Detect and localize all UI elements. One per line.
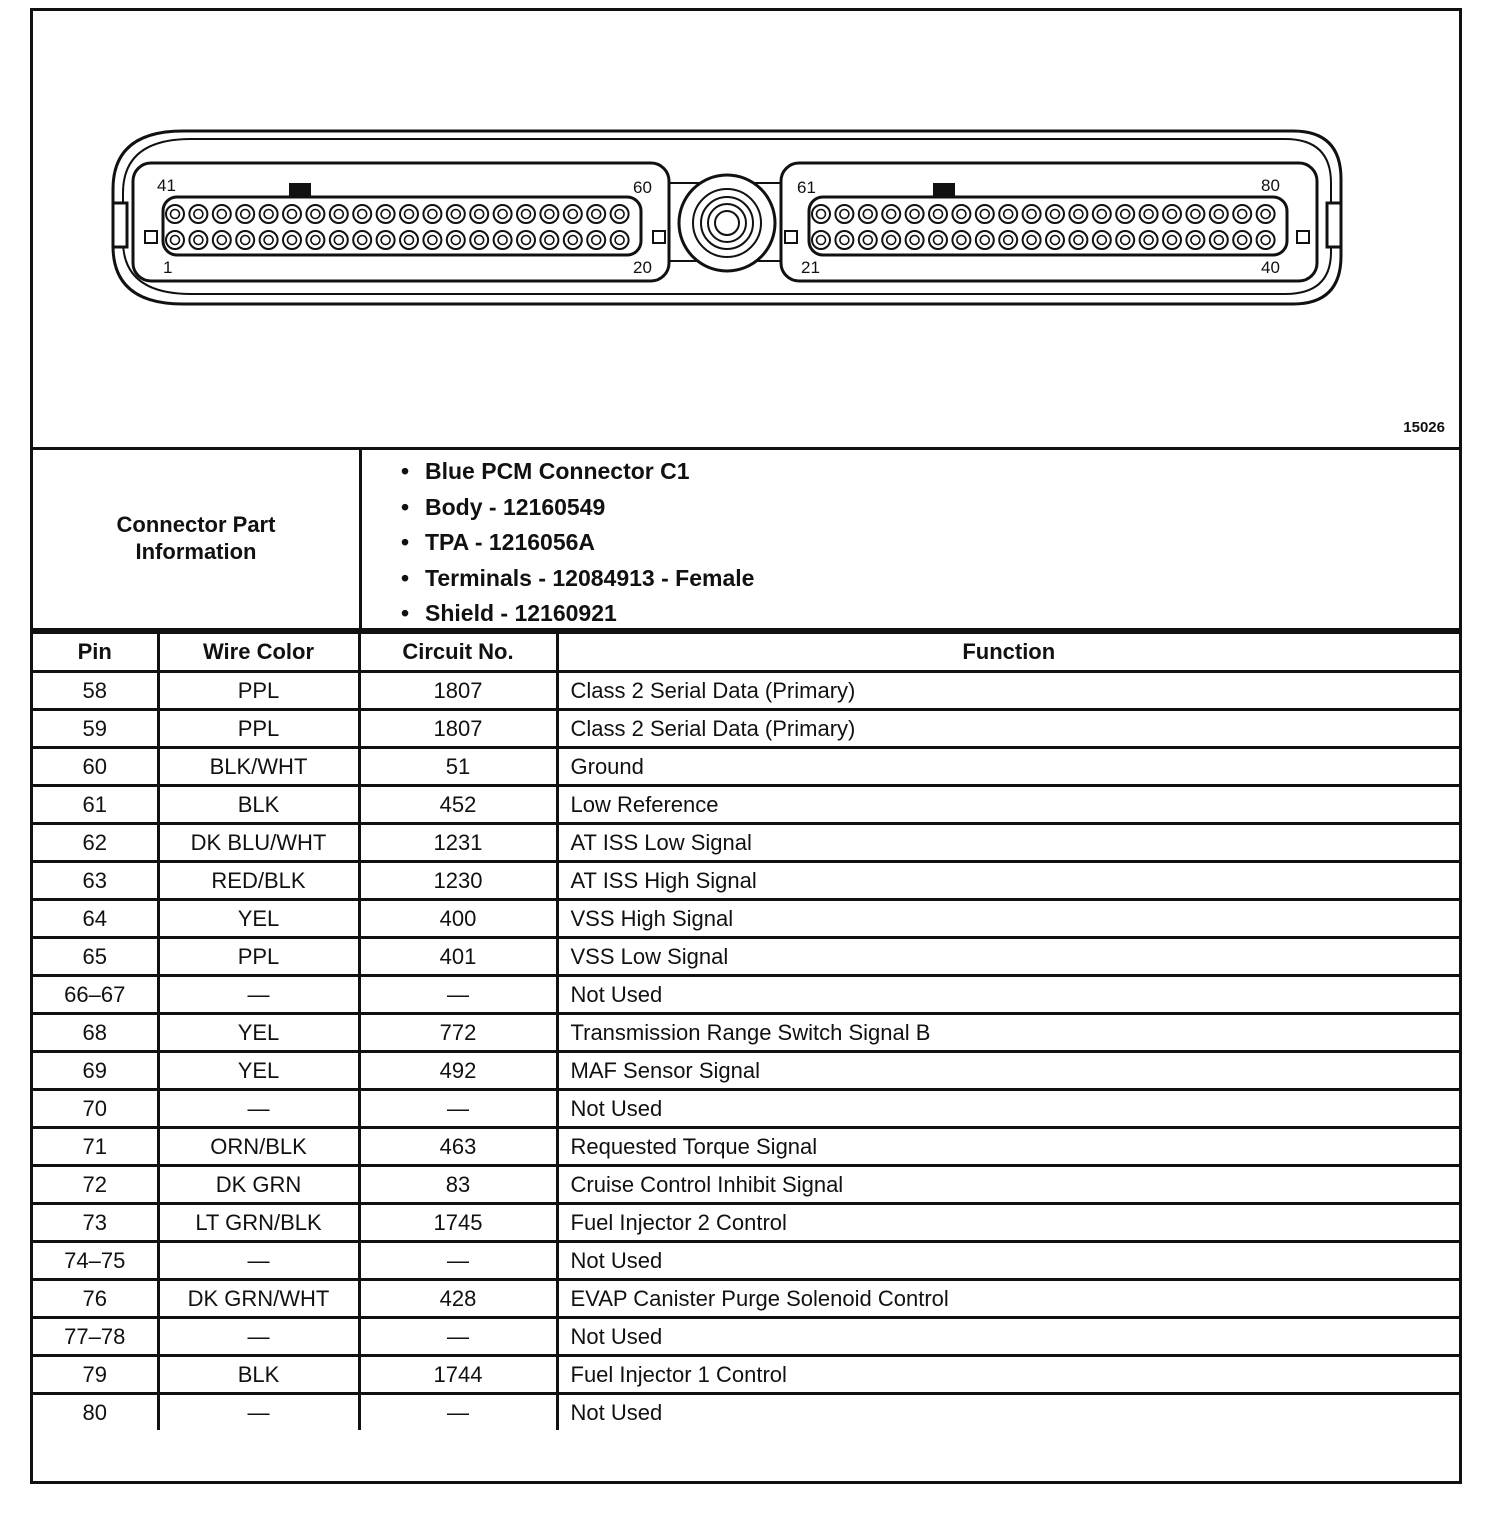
terminal-cavity — [260, 231, 278, 249]
wire-color-cell: BLK/WHT — [158, 748, 359, 786]
table-row — [33, 900, 1459, 938]
terminal-cavity — [400, 231, 418, 249]
circuit-cell: 1231 — [359, 824, 557, 862]
terminal-cavity-inner — [194, 210, 203, 219]
wire-color-cell: LT GRN/BLK — [158, 1204, 359, 1242]
circuit-cell: 1807 — [359, 710, 557, 748]
terminal-cavity — [494, 205, 512, 223]
table-row — [33, 710, 1459, 748]
terminal-cavity-inner — [545, 236, 554, 245]
terminal-cavity-inner — [1238, 210, 1247, 219]
pin-cell: 79 — [33, 1356, 158, 1394]
terminal-cavity — [213, 205, 231, 223]
header-function: Function — [557, 633, 1459, 672]
terminal-cavity — [1210, 205, 1228, 223]
terminal-cavity — [1210, 231, 1228, 249]
terminal-cavity — [400, 205, 418, 223]
terminal-cavity — [1186, 231, 1204, 249]
pinout-table — [33, 631, 1459, 1430]
terminal-cavity — [306, 231, 324, 249]
terminal-cavity — [1186, 205, 1204, 223]
terminal-cavity — [306, 205, 324, 223]
pin-cell: 69 — [33, 1052, 158, 1090]
terminal-cavity — [611, 205, 629, 223]
wire-color-cell: — — [158, 976, 359, 1014]
terminal-cavity-inner — [405, 210, 414, 219]
pin-cell: 77–78 — [33, 1318, 158, 1356]
terminal-cavity-inner — [568, 210, 577, 219]
terminal-cavity — [189, 231, 207, 249]
table-row — [33, 786, 1459, 824]
terminal-cavity — [447, 231, 465, 249]
terminal-cavity-inner — [241, 210, 250, 219]
terminal-cavity — [999, 205, 1017, 223]
terminal-cavity-inner — [451, 210, 460, 219]
terminal-cavity — [236, 231, 254, 249]
terminal-cavity-inner — [592, 236, 601, 245]
part-info-label — [33, 448, 362, 628]
terminal-cavity-inner — [334, 236, 343, 245]
terminal-cavity — [1093, 231, 1111, 249]
terminal-cavity — [260, 205, 278, 223]
table-row — [33, 672, 1459, 710]
table-row — [33, 862, 1459, 900]
terminal-cavity — [906, 205, 924, 223]
terminal-cavity — [1257, 205, 1275, 223]
terminal-cavity-inner — [241, 236, 250, 245]
terminal-cavity — [377, 231, 395, 249]
cavity-label-41: 41 — [157, 176, 176, 195]
terminal-cavity-inner — [217, 210, 226, 219]
terminal-cavity — [1093, 205, 1111, 223]
figure-id: 15026 — [1403, 419, 1445, 436]
terminal-cavity-inner — [1214, 210, 1223, 219]
circuit-cell: 1744 — [359, 1356, 557, 1394]
terminal-cavity — [564, 231, 582, 249]
terminal-cavity — [1140, 205, 1158, 223]
terminal-cavity-inner — [498, 236, 507, 245]
table-row — [33, 1356, 1459, 1394]
terminal-cavity-inner — [1027, 236, 1036, 245]
terminal-cavity — [1163, 231, 1181, 249]
terminal-cavity — [166, 205, 184, 223]
terminal-cavity-inner — [615, 210, 624, 219]
part-info-item: • Body - 12160549 — [401, 490, 754, 526]
table-row — [33, 1280, 1459, 1318]
terminal-cavity-inner — [405, 236, 414, 245]
terminal-cavity-inner — [264, 210, 273, 219]
function-cell: Cruise Control Inhibit Signal — [557, 1166, 1459, 1204]
terminal-cavity-inner — [522, 210, 531, 219]
table-row — [33, 1242, 1459, 1280]
terminal-cavity-inner — [1051, 236, 1060, 245]
terminal-cavity-inner — [522, 236, 531, 245]
function-cell: VSS High Signal — [557, 900, 1459, 938]
terminal-cavity — [1116, 205, 1134, 223]
terminal-cavity — [1233, 231, 1251, 249]
pin-cell: 80 — [33, 1394, 158, 1431]
terminal-cavity-inner — [381, 236, 390, 245]
circuit-cell: 400 — [359, 900, 557, 938]
circuit-cell: 1807 — [359, 672, 557, 710]
terminal-cavity-inner — [910, 210, 919, 219]
table-row — [33, 1090, 1459, 1128]
terminal-cavity-inner — [1214, 236, 1223, 245]
function-cell: EVAP Canister Purge Solenoid Control — [557, 1280, 1459, 1318]
terminal-cavity-inner — [334, 210, 343, 219]
terminal-cavity — [976, 231, 994, 249]
terminal-cavity — [330, 231, 348, 249]
terminal-cavity-inner — [934, 210, 943, 219]
terminal-cavity — [587, 231, 605, 249]
pin-cell: 73 — [33, 1204, 158, 1242]
terminal-cavity-inner — [1074, 210, 1083, 219]
circuit-cell: 51 — [359, 748, 557, 786]
terminal-cavity — [1257, 231, 1275, 249]
circuit-cell: 492 — [359, 1052, 557, 1090]
table-row — [33, 748, 1459, 786]
wire-color-cell: BLK — [158, 786, 359, 824]
wire-color-cell: YEL — [158, 900, 359, 938]
terminal-cavity — [906, 231, 924, 249]
function-cell: Not Used — [557, 1318, 1459, 1356]
wire-color-cell: YEL — [158, 1052, 359, 1090]
terminal-cavity-inner — [311, 210, 320, 219]
terminal-cavity — [812, 231, 830, 249]
terminal-cavity-inner — [1261, 236, 1270, 245]
table-row — [33, 1204, 1459, 1242]
terminal-cavity-inner — [1121, 236, 1130, 245]
terminal-cavity — [812, 205, 830, 223]
terminal-cavity-inner — [817, 236, 826, 245]
terminal-cavity-inner — [1191, 236, 1200, 245]
pin-cell: 64 — [33, 900, 158, 938]
terminal-cavity-inner — [957, 210, 966, 219]
circuit-cell: 1745 — [359, 1204, 557, 1242]
function-cell: Class 2 Serial Data (Primary) — [557, 710, 1459, 748]
wire-color-cell: PPL — [158, 938, 359, 976]
terminal-cavity-inner — [1261, 210, 1270, 219]
terminal-cavity-inner — [1121, 210, 1130, 219]
terminal-cavity — [1163, 205, 1181, 223]
function-cell: VSS Low Signal — [557, 938, 1459, 976]
terminal-cavity — [1116, 231, 1134, 249]
pin-cell: 74–75 — [33, 1242, 158, 1280]
terminal-cavity-inner — [475, 236, 484, 245]
terminal-cavity — [1233, 205, 1251, 223]
pin-cell: 65 — [33, 938, 158, 976]
terminal-cavity-inner — [887, 210, 896, 219]
terminal-cavity-inner — [934, 236, 943, 245]
terminal-cavity-inner — [863, 236, 872, 245]
terminal-cavity — [517, 231, 535, 249]
terminal-cavity-inner — [1004, 210, 1013, 219]
terminal-cavity — [494, 231, 512, 249]
circuit-cell: — — [359, 1394, 557, 1431]
pin-cell: 71 — [33, 1128, 158, 1166]
part-info-list — [401, 454, 754, 632]
terminal-cavity — [236, 205, 254, 223]
circuit-cell: 83 — [359, 1166, 557, 1204]
terminal-cavity-inner — [1144, 210, 1153, 219]
part-info-item: • Blue PCM Connector C1 — [401, 454, 754, 490]
terminal-cavity-inner — [358, 236, 367, 245]
part-info-item: • TPA - 1216056A — [401, 525, 754, 561]
terminal-cavity — [447, 205, 465, 223]
pin-cell: 63 — [33, 862, 158, 900]
table-row — [33, 1166, 1459, 1204]
table-row — [33, 1394, 1459, 1431]
terminal-cavity — [423, 205, 441, 223]
terminal-cavity — [540, 231, 558, 249]
terminal-cavity-inner — [980, 236, 989, 245]
circuit-cell: 772 — [359, 1014, 557, 1052]
terminal-cavity — [330, 205, 348, 223]
table-row — [33, 1014, 1459, 1052]
wire-color-cell: DK GRN/WHT — [158, 1280, 359, 1318]
pin-cell: 70 — [33, 1090, 158, 1128]
terminal-cavity-inner — [451, 236, 460, 245]
circuit-cell: 428 — [359, 1280, 557, 1318]
table-header-row — [33, 633, 1459, 672]
wire-color-cell: — — [158, 1318, 359, 1356]
terminal-cavity — [1023, 231, 1041, 249]
terminal-cavity-inner — [1144, 236, 1153, 245]
pin-cell: 72 — [33, 1166, 158, 1204]
part-info-item: • Terminals - 12084913 - Female — [401, 561, 754, 597]
terminal-cavity-inner — [817, 210, 826, 219]
terminal-cavity — [1140, 231, 1158, 249]
terminal-cavity — [859, 231, 877, 249]
function-cell: AT ISS Low Signal — [557, 824, 1459, 862]
table-row — [33, 824, 1459, 862]
terminal-cavity-inner — [910, 236, 919, 245]
connector-sheet — [30, 8, 1462, 1484]
wire-color-cell: ORN/BLK — [158, 1128, 359, 1166]
terminal-cavity-inner — [428, 236, 437, 245]
function-cell: Requested Torque Signal — [557, 1128, 1459, 1166]
terminal-cavity-inner — [264, 236, 273, 245]
table-row — [33, 938, 1459, 976]
pin-cell: 62 — [33, 824, 158, 862]
terminal-cavity — [929, 231, 947, 249]
function-cell: Not Used — [557, 1090, 1459, 1128]
pin-cell: 60 — [33, 748, 158, 786]
wire-color-cell: — — [158, 1090, 359, 1128]
header-wire-color: Wire Color — [158, 633, 359, 672]
table-row — [33, 1128, 1459, 1166]
terminal-cavity-inner — [1097, 210, 1106, 219]
terminal-cavity — [353, 205, 371, 223]
terminal-cavity-inner — [381, 210, 390, 219]
circuit-cell: 452 — [359, 786, 557, 824]
terminal-cavity — [976, 205, 994, 223]
wire-color-cell: YEL — [158, 1014, 359, 1052]
pin-cell: 76 — [33, 1280, 158, 1318]
terminal-cavity — [166, 231, 184, 249]
cavity-label-80: 80 — [1261, 176, 1280, 195]
terminal-cavity — [1069, 231, 1087, 249]
terminal-cavity — [470, 205, 488, 223]
terminal-cavity — [999, 231, 1017, 249]
wire-color-cell: DK GRN — [158, 1166, 359, 1204]
table-row — [33, 1318, 1459, 1356]
circuit-cell: — — [359, 976, 557, 1014]
pin-cell: 61 — [33, 786, 158, 824]
cavity-label-40: 40 — [1261, 258, 1280, 277]
circuit-cell: — — [359, 1090, 557, 1128]
terminal-cavity — [835, 231, 853, 249]
part-info-item: • Shield - 12160921 — [401, 596, 754, 632]
connector-face-drawing — [33, 11, 1459, 447]
circuit-cell: — — [359, 1318, 557, 1356]
terminal-cavity — [213, 231, 231, 249]
terminal-cavity-inner — [1051, 210, 1060, 219]
terminal-cavity — [517, 205, 535, 223]
terminal-cavity-inner — [217, 236, 226, 245]
cavity-label-60: 60 — [633, 178, 652, 197]
pin-cell: 58 — [33, 672, 158, 710]
wire-color-cell: PPL — [158, 672, 359, 710]
terminal-cavity-inner — [1074, 236, 1083, 245]
wire-color-cell: — — [158, 1394, 359, 1431]
terminal-cavity-inner — [957, 236, 966, 245]
cavity-label-1: 1 — [163, 258, 173, 277]
terminal-cavity-inner — [1097, 236, 1106, 245]
terminal-cavity-inner — [545, 210, 554, 219]
terminal-cavity — [540, 205, 558, 223]
terminal-cavity-inner — [288, 236, 297, 245]
function-cell: Fuel Injector 1 Control — [557, 1356, 1459, 1394]
terminal-cavity-inner — [171, 210, 180, 219]
cavity-label-61: 61 — [797, 178, 816, 197]
terminal-cavity-inner — [1168, 236, 1177, 245]
terminal-cavity-inner — [311, 236, 320, 245]
terminal-cavity-inner — [498, 210, 507, 219]
circuit-cell: 1230 — [359, 862, 557, 900]
terminal-cavity-inner — [980, 210, 989, 219]
function-cell: Fuel Injector 2 Control — [557, 1204, 1459, 1242]
wire-color-cell: DK BLU/WHT — [158, 824, 359, 862]
function-cell: Not Used — [557, 1242, 1459, 1280]
terminal-cavity — [1023, 205, 1041, 223]
terminal-cavity-inner — [475, 210, 484, 219]
terminal-cavity — [423, 231, 441, 249]
terminal-cavity-inner — [1168, 210, 1177, 219]
circuit-cell: — — [359, 1242, 557, 1280]
terminal-cavity-inner — [1027, 210, 1036, 219]
table-row — [33, 976, 1459, 1014]
function-cell: Ground — [557, 748, 1459, 786]
terminal-cavity-inner — [171, 236, 180, 245]
circuit-cell: 463 — [359, 1128, 557, 1166]
terminal-cavity — [1069, 205, 1087, 223]
terminal-cavity — [882, 205, 900, 223]
terminal-cavity — [882, 231, 900, 249]
terminal-cavity — [283, 205, 301, 223]
terminal-cavity — [859, 205, 877, 223]
terminal-cavity-inner — [1238, 236, 1247, 245]
function-cell: Class 2 Serial Data (Primary) — [557, 672, 1459, 710]
terminal-cavity — [470, 231, 488, 249]
terminal-cavity-inner — [288, 210, 297, 219]
function-cell: Low Reference — [557, 786, 1459, 824]
wire-color-cell: — — [158, 1242, 359, 1280]
terminal-cavity-inner — [194, 236, 203, 245]
terminal-cavity-inner — [358, 210, 367, 219]
terminal-cavity-inner — [1191, 210, 1200, 219]
terminal-cavity — [952, 231, 970, 249]
terminal-cavity-inner — [568, 236, 577, 245]
terminal-cavity — [587, 205, 605, 223]
pinout-rows — [33, 672, 1459, 1431]
cavity-label-21: 21 — [801, 258, 820, 277]
function-cell: Not Used — [557, 976, 1459, 1014]
terminal-cavity-inner — [428, 210, 437, 219]
header-circuit-no: Circuit No. — [359, 633, 557, 672]
function-cell: MAF Sensor Signal — [557, 1052, 1459, 1090]
wire-color-cell: RED/BLK — [158, 862, 359, 900]
terminal-cavity — [611, 231, 629, 249]
terminal-cavity-inner — [863, 210, 872, 219]
terminal-cavity-inner — [1004, 236, 1013, 245]
terminal-cavity-inner — [615, 236, 624, 245]
terminal-cavity — [929, 205, 947, 223]
table-row — [33, 1052, 1459, 1090]
terminal-cavity-inner — [887, 236, 896, 245]
terminal-cavity — [1046, 205, 1064, 223]
function-cell: Not Used — [557, 1394, 1459, 1431]
terminal-cavity — [564, 205, 582, 223]
cavity-label-20: 20 — [633, 258, 652, 277]
pin-cell: 59 — [33, 710, 158, 748]
function-cell: Transmission Range Switch Signal B — [557, 1014, 1459, 1052]
header-pin: Pin — [33, 633, 158, 672]
terminal-cavity-inner — [840, 210, 849, 219]
wire-color-cell: BLK — [158, 1356, 359, 1394]
terminal-cavity — [1046, 231, 1064, 249]
circuit-cell: 401 — [359, 938, 557, 976]
terminal-cavity — [353, 231, 371, 249]
connector-diagram — [33, 11, 1459, 450]
terminal-cavity-inner — [840, 236, 849, 245]
terminal-cavity — [952, 205, 970, 223]
terminal-cavity — [189, 205, 207, 223]
pin-cell: 66–67 — [33, 976, 158, 1014]
part-info-label-text: Connector Part Information — [116, 512, 276, 564]
terminal-cavity — [283, 231, 301, 249]
connector-part-information — [33, 448, 1459, 631]
terminal-cavity — [377, 205, 395, 223]
terminal-cavity — [835, 205, 853, 223]
wire-color-cell: PPL — [158, 710, 359, 748]
function-cell: AT ISS High Signal — [557, 862, 1459, 900]
pin-cell: 68 — [33, 1014, 158, 1052]
terminal-cavity-inner — [592, 210, 601, 219]
